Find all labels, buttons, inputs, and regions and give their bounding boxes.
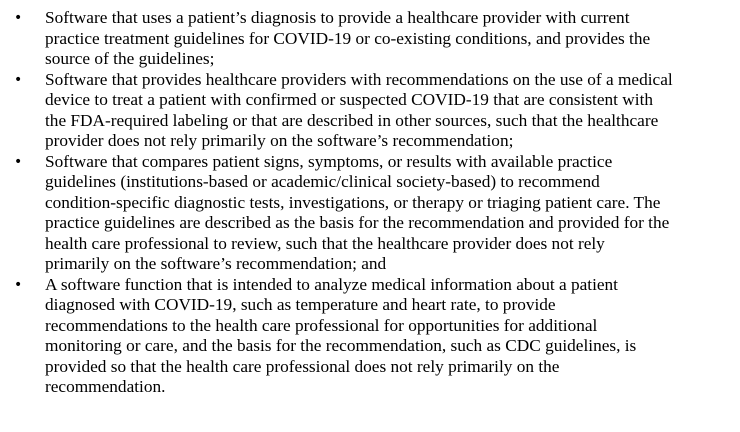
text-line: health care professional to review, such that the healthcare provider does not rely [45, 233, 605, 253]
list-item [0, 152, 740, 275]
text-line: recommendation. [45, 377, 166, 396]
text-line: condition-specific diagnostic tests, investigations, or therapy or triaging patient care. The [45, 192, 661, 212]
list-item [0, 8, 740, 70]
text-line: Software that uses a patient’s diagnosis to provide a healthcare provider with current [45, 8, 630, 27]
text-line: Software that provides healthcare providers with recommendations on the use of a medical [45, 69, 673, 89]
text-line: the FDA-required labeling or that are described in other sources, such that the healthcare [45, 110, 659, 130]
text-line: diagnosed with COVID-19, such as temperature and heart rate, to provide [45, 295, 556, 314]
bullet-icon: • [14, 153, 23, 170]
text-line: device to treat a patient with confirmed or suspected COVID-19 that are consistent with [45, 90, 654, 109]
bullet-list [0, 8, 740, 398]
list-item [0, 275, 740, 398]
text-line: practice treatment guidelines for COVID-19 or co-existing conditions, and provides the [45, 28, 651, 48]
text-line: A software function that is intended to analyze medical information about a patient [45, 274, 618, 294]
bullet-icon: • [14, 71, 23, 88]
text-line: recommendations to the health care professional for opportunities for additional [45, 315, 598, 335]
bullet-icon: • [14, 10, 23, 26]
text-line: provider does not rely primarily on the software’s recommendation; [45, 131, 514, 150]
text-line: practice guidelines are described as the basis for the recommendation and provided for the [45, 213, 670, 232]
document-body [0, 8, 740, 398]
text-line: guidelines (institutions-based or academic/clinical society-based) to recommend [45, 172, 600, 191]
text-line: primarily on the software’s recommendation; and [45, 254, 387, 273]
text-line: Software that compares patient signs, symptoms, or results with available practice [45, 151, 613, 171]
text-line: monitoring or care, and the basis for the recommendation, such as CDC guidelines, is [45, 336, 637, 355]
text-line: provided so that the health care professional does not rely primarily on the [45, 356, 560, 376]
bullet-icon: • [14, 276, 23, 293]
list-item [0, 70, 740, 152]
text-line: source of the guidelines; [45, 49, 215, 68]
